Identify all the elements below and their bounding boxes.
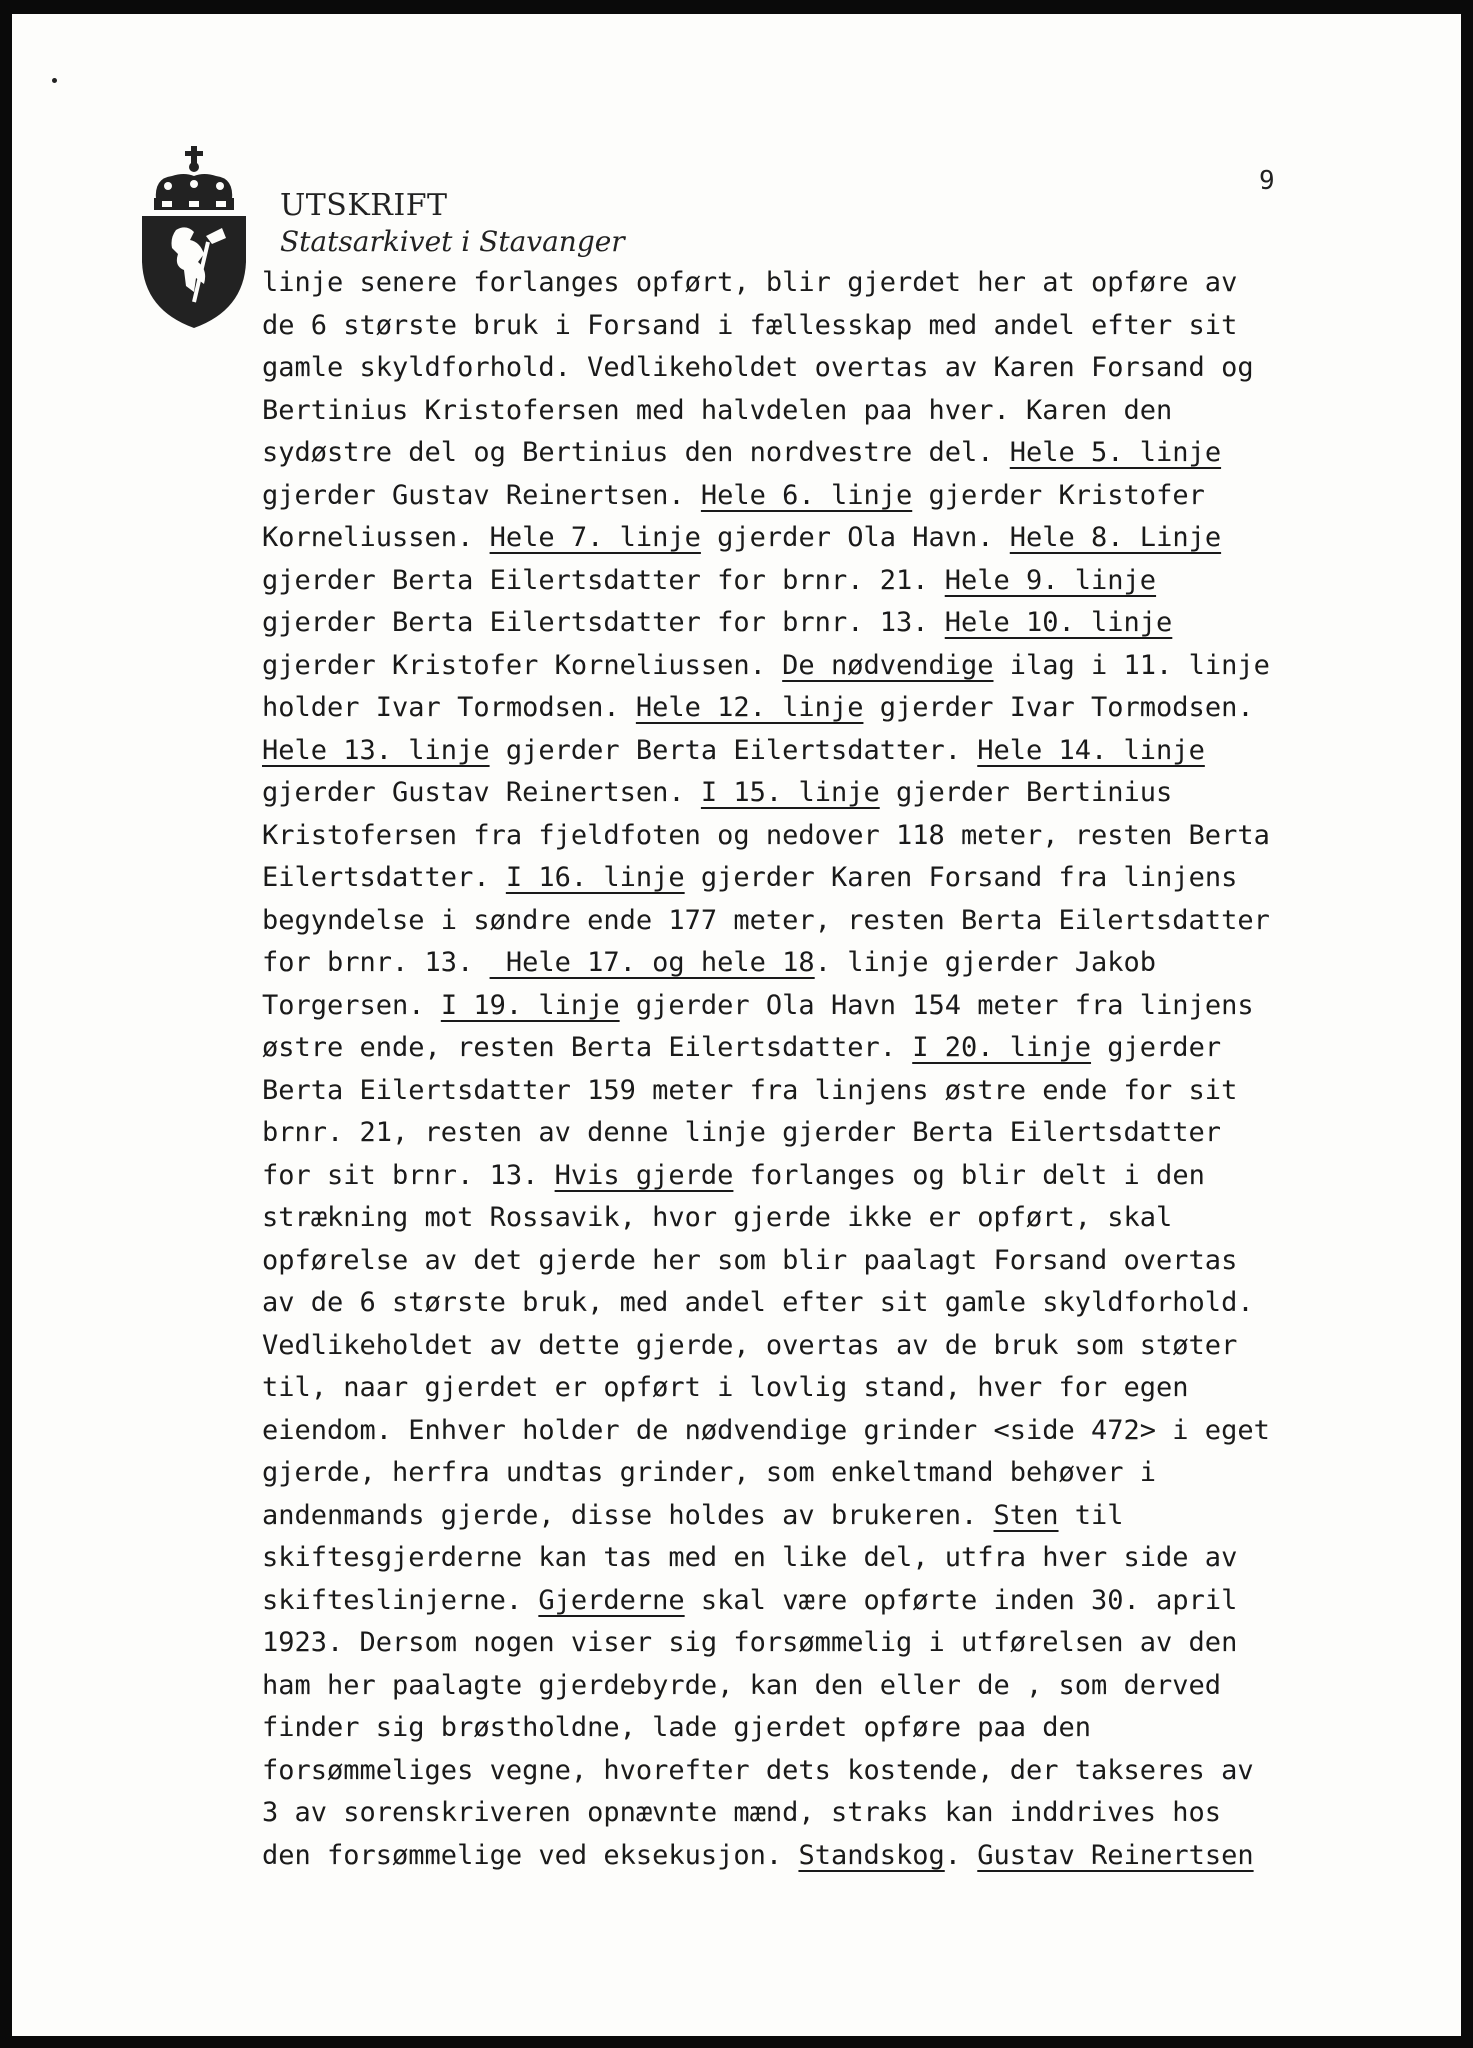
text-line [262,687,1270,730]
text-segment: Kristofersen fra fjeldfoten og nedover 118 meter, resten Berta [262,819,1270,851]
text-segment: linje senere forlanges opført, blir gjerdet her at opføre av [262,267,1238,298]
text-segment: Eilertsdatter. [262,862,506,893]
text-segment: den forsømmelige ved eksekusjon. [262,1839,799,1871]
text-line [262,1665,1270,1708]
text-segment: forsømmeliges vegne, hvorefter dets kostende, der takseres av [262,1754,1254,1786]
text-line [262,347,1270,390]
underlined-reference: Hele 8. Linje [1009,522,1222,553]
document-page [12,14,1461,2036]
underlined-reference: Hele 9. linje [944,564,1157,596]
text-line [262,1410,1270,1453]
text-line [262,1792,1270,1835]
text-line [262,517,1270,560]
underlined-reference: Hele 7. linje [489,522,701,553]
stamp-title: UTSKRIFT [280,188,448,223]
text-line [262,1240,1270,1283]
text-line [262,1580,1270,1623]
text-segment: til, naar gjerdet er opført i lovlig stand, hver for egen [262,1372,1189,1403]
text-line [262,645,1270,688]
text-segment: gamle skyldforhold. Vedlikeholdet overtas av Karen Forsand og [262,352,1254,383]
text-segment: gjerder Bertinius [879,777,1173,808]
text-segment: skifteslinjerne. [262,1584,539,1616]
text-segment: for brnr. 13. [262,947,490,978]
underlined-reference: Hele 13. linje [262,734,490,766]
underlined-reference: I 16. linje [505,862,685,893]
underlined-reference: Standskog [798,1839,945,1871]
text-segment: 3 av sorenskriveren opnævnte mænd, straks kan inddrives hos [262,1797,1222,1828]
text-segment: gjerder Ivar Tormodsen. [863,692,1254,723]
text-segment: gjerder Ola Havn. [700,522,1010,553]
text-line [262,985,1270,1028]
text-line [262,1282,1270,1325]
underlined-reference: I 19. linje [440,989,620,1021]
text-segment: gjerder Berta Eilertsdatter for brnr. 13. [262,607,945,638]
text-line [262,1325,1270,1368]
text-segment: gjerder Kristofer [912,479,1205,511]
text-line [262,1452,1270,1495]
text-line [262,262,1270,305]
text-segment: opførelse av det gjerde her som blir paalagt Forsand overtas [262,1244,1238,1276]
text-line [262,432,1270,475]
text-segment: Berta Eilertsdatter 159 meter fra linjens østre ende for sit [262,1074,1238,1106]
underlined-reference: Gjerderne [538,1584,685,1616]
underlined-reference: I 15. linje [700,777,880,808]
text-segment: ham her paalagte gjerdebyrde, kan den eller de , som derved [262,1669,1222,1701]
underlined-reference: I 20. linje [912,1032,1092,1063]
underlined-reference: De nødvendige [782,649,994,681]
text-segment: gjerder Karen Forsand fra linjens [684,862,1238,893]
underlined-reference: Sten [993,1499,1059,1531]
text-line [262,1835,1270,1878]
text-segment: de 6 største bruk i Forsand i fællesskap med andel efter sit [262,309,1238,341]
text-line [262,900,1270,943]
underlined-reference: Hele 6. linje [700,479,913,511]
text-line [262,305,1270,348]
text-segment: skal være opførte inden 30. april [684,1584,1238,1616]
text-segment: . [944,1839,978,1871]
text-segment: forlanges og blir delt i den [733,1159,1205,1191]
text-line [262,1750,1270,1793]
underlined-reference: Gustav Reinertsen [977,1839,1254,1871]
text-segment: gjerde, herfra undtas grinder, som enkeltmand behøver i [262,1457,1157,1488]
text-line [262,1707,1270,1750]
text-segment: gjerder Berta Eilertsdatter. [489,734,978,766]
underlined-reference: Hele 12. linje [635,692,864,723]
text-line [262,772,1270,815]
text-segment: skiftesgjerderne kan tas med en like del, utfra hver side av [262,1542,1238,1573]
text-line [262,857,1270,900]
text-segment: finder sig brøstholdne, lade gjerdet opføre paa den [262,1712,1092,1743]
text-segment: for sit brnr. 13. [262,1159,555,1191]
text-line [262,390,1270,433]
underlined-reference: Hele 17. og hele 18 [489,947,815,978]
text-line [262,1070,1270,1113]
text-line [262,1495,1270,1538]
scan-speck [52,78,57,83]
text-segment: Torgersen. [262,989,441,1021]
text-segment: gjerder Kristofer Korneliussen. [262,649,783,681]
text-segment: ilag i 11. linje [993,649,1270,681]
text-segment: eiendom. Enhver holder de nødvendige grinder <side 472> i eget [262,1414,1270,1446]
text-line [262,1027,1270,1070]
text-segment: av de 6 største bruk, med andel efter sit gamle skyldforhold. [262,1287,1254,1318]
text-segment: østre ende, resten Berta Eilertsdatter. [262,1032,913,1063]
text-line [262,475,1270,518]
text-line [262,1622,1270,1665]
underlined-reference: Hele 10. linje [944,607,1173,638]
text-segment: Korneliussen. [262,522,490,553]
underlined-reference: Hvis gjerde [554,1159,734,1191]
text-segment: begyndelse i søndre ende 177 meter, resten Berta Eilertsdatter [262,904,1270,936]
text-line [262,1537,1270,1580]
text-line [262,602,1270,645]
text-segment: til [1058,1499,1124,1531]
text-segment: Bertinius Kristofersen med halvdelen paa hver. Karen den [262,394,1173,426]
transcript-body [262,262,1270,1877]
text-segment: gjerder Berta Eilertsdatter for brnr. 21. [262,564,945,596]
text-segment: strækning mot Rossavik, hvor gjerde ikke er opført, skal [262,1202,1173,1233]
text-segment: 1923. Dersom nogen viser sig forsømmelig i utførelsen av den [262,1627,1238,1658]
text-segment: . linje gjerder Jakob [814,947,1157,978]
text-line [262,1112,1270,1155]
text-segment: holder Ivar Tormodsen. [262,692,636,723]
norwegian-coat-of-arms-icon [134,142,254,332]
text-segment: gjerder Ola Havn 154 meter fra linjens [619,989,1254,1021]
text-segment: andenmands gjerde, disse holdes av brukeren. [262,1499,994,1531]
text-line [262,560,1270,603]
text-line [262,1155,1270,1198]
text-line [262,1197,1270,1240]
stamp-subtitle: Statsarkivet i Stavanger [280,225,625,258]
text-line [262,942,1270,985]
text-segment: gjerder Gustav Reinertsen. [262,777,701,808]
text-segment: gjerder [1091,1032,1222,1063]
text-segment: brnr. 21, resten av denne linje gjerder Berta Eilertsdatter [262,1117,1222,1148]
text-line [262,1367,1270,1410]
text-segment: Vedlikeholdet av dette gjerde, overtas av de bruk som støter [262,1329,1238,1361]
underlined-reference: Hele 5. linje [1009,437,1222,468]
underlined-reference: Hele 14. linje [977,734,1205,766]
text-segment: gjerder Gustav Reinertsen. [262,479,701,511]
text-segment: sydøstre del og Bertinius den nordvestre del. [262,437,1010,468]
page-number: 9 [1259,166,1275,196]
text-line [262,730,1270,773]
text-line [262,815,1270,858]
